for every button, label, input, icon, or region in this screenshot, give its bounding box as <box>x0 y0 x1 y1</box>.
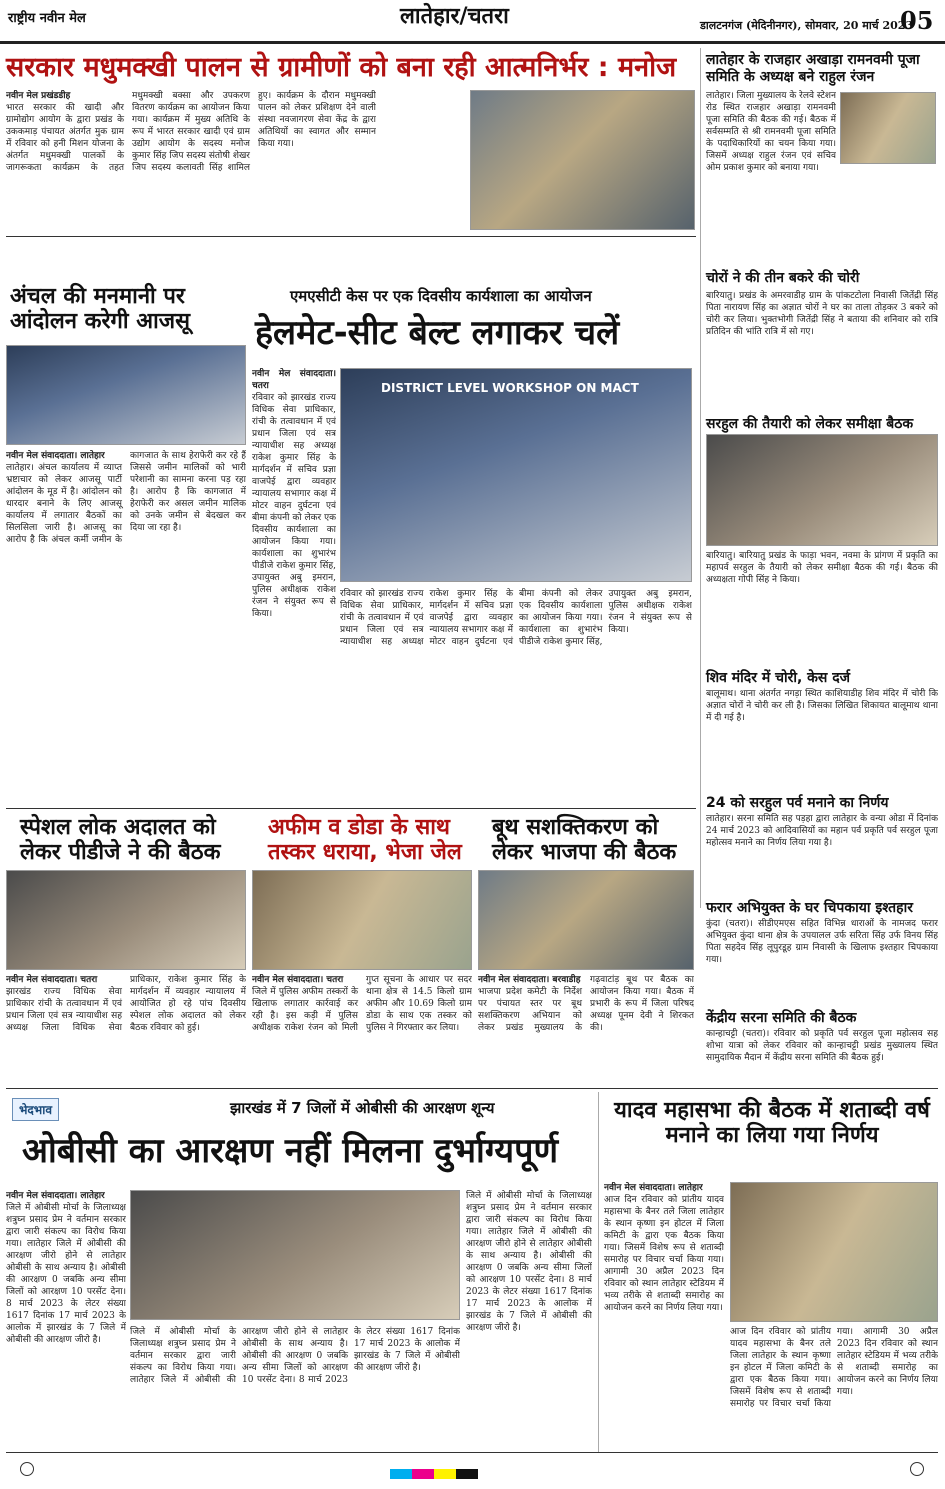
story1-headline: सरकार मधुमक्खी पालन से ग्रामीणों को बना रही आत्मनिर्भर : मनोज <box>6 52 677 83</box>
story7-body <box>6 1190 126 1445</box>
footer-rule <box>6 1452 938 1453</box>
story6-photo <box>478 870 694 970</box>
story2-photo <box>6 345 246 445</box>
page-number: 05 <box>900 6 934 35</box>
dateline: डालटनगंज (मेदिनीनगर), सोमवार, 20 मार्च 2023 <box>700 19 914 32</box>
story3-photo <box>340 368 692 582</box>
story6-body <box>478 974 694 1080</box>
color-bar <box>390 1464 478 1483</box>
cyan-swatch <box>390 1469 412 1479</box>
magenta-swatch <box>412 1469 434 1479</box>
story8-body <box>604 1182 724 1446</box>
story7-headline: ओबीसी का आरक्षण नहीं मिलना दुर्भाग्यपूर्ण <box>22 1131 559 1171</box>
sidebar-story1-body: लातेहार। जिला मुख्यालय के रेलवे स्टेशन रोड स्थित राजहार अखाड़ा रामनवमी पूजा समिति की बैठक की गई। बैठक में सर्वसम्मति से श्री रामनवमी पूजा समिति के पदाधिकारियों का चयन किया गया। जिसमें अध्यक्ष राहुल रंजन एवं सचिव ओम प्रकाश कुमार को बनाया गया। <box>706 91 836 173</box>
divider <box>598 1092 599 1452</box>
sidebar-story6-body: कुंदा (चतरा)। सीडीएमएस सहित विभिन्न धाराओं के नामजद फरार अभियुक्त कुंदा थाना क्षेत्र के उपयालल उर्फ सरिता सिंह उर्फ विनय सिंह पिता सहदेव सिंह लूपुरडूह ग्राम निवासी के खिलाफ इश्तहार चिपकाया गया। <box>706 919 938 965</box>
story4-byline: नवीन मेल संवाददाता। चतरा <box>6 975 98 985</box>
sidebar-story3-photo <box>706 434 938 546</box>
story8-text: आज दिन रविवार को प्रांतीय यादव महासभा के बैनर तले जिला लातेहार के स्थान कृष्णा इन होटल में जिला कमिटी के द्वारा एक बैठक किया गया। जिसमें विशेष रूप से शताब्दी समारोह पर विचार चर्चा किया गया। आगामी 30 अप्रैल 2023 दिन रविवार को स्थान लातेहार स्टेडियम में भव्य तरीके से शताब्दी समारोह का आयोजन करने का निर्णय लिया गया। <box>604 1195 724 1313</box>
story7-text: जिले में ओबीसी मोर्चा के जिलाध्यक्ष शत्रुघ्न प्रसाद प्रेम ने वर्तमान सरकार द्वारा जारी संकल्प का विरोध किया गया। लातेहार जिले में ओबीसी की आरक्षण जीरो होने से लातेहार ओबीसी के साथ अन्याय है। ओबीसी की आरक्षण 0 जबकि अन्य सीमा जिलों को आरक्षण 10 परसेंट देना। 8 मार्च 2023 के लेटर संख्या 1617 दिनांक 17 मार्च 2023 के आलोक में झारखंड के 7 जिले में ओबीसी की आरक्षण जीरो है। <box>6 1203 126 1345</box>
sidebar-story7-body: कान्हाचट्टी (चतरा)। रविवार को प्रकृति पर्व सरहुल पूजा महोत्सव सह शोभा यात्रा को लेकर रविवार को कान्हाचट्टी प्रखंड मुख्यालय स्थित सामुदायिक मैदान में केंद्रीय सरना समिति की बैठक हुई। <box>706 1029 938 1063</box>
story5-body <box>252 974 472 1080</box>
sidebar-story3-body: बारियातु। बारियातु प्रखंड के फाड़ा भवन, नवमा के प्रांगण में प्रकृति का महापर्व सरहुल के तैयारी को लेकर समीक्षा बैठक की गई। बैठक की अध्यक्षता गोपी सिंह ने किया। <box>706 551 938 585</box>
story5-photo <box>252 870 472 970</box>
sidebar-story4-title: शिव मंदिर में चोरी, केस दर्ज <box>706 670 851 686</box>
sidebar-story6-title: फरार अभियुक्त के घर चिपकाया इश्तहार <box>706 900 913 916</box>
story5-headline: अफीम व डोडा के साथ तस्कर धराया, भेजा जेल <box>268 815 462 866</box>
sidebar-story1-photo <box>840 92 936 164</box>
story6-byline: नवीन मेल संवाददाता। बरवाडीह <box>478 975 581 985</box>
sidebar-story5-body: लातेहार। सरना समिति सह पड़हा द्वारा लातेहार के वन्या ओडा में दिनांक 24 मार्च 2023 को आदिवासियों का महान पर्व प्रकृति पर्व सरहुल पूजा महोत्सव मनाने का निर्णय लिया गया है। <box>706 814 938 848</box>
sidebar-story2-body: बारियातु। प्रखंड के अमरवाडीह ग्राम के पांकटटोला निवासी जितेंद्री सिंह पिता नारायण सिंह का अज्ञात चोरों ने घर का ताला तोड़कर 3 बकरे को चोरी कर लिया। भुक्तभोगी जितेंद्री सिंह ने बताया की शनिवार को रात्रि प्रतिदिन की भांति रात्रि में सो गए। <box>706 291 938 337</box>
story7-byline: नवीन मेल संवाददाता। लातेहार <box>6 1191 105 1201</box>
story8-headline: यादव महासभा की बैठक में शताब्दी वर्ष मनाने का लिया गया निर्णय <box>614 1098 930 1149</box>
story4-photo <box>6 870 246 970</box>
section-title: लातेहार/चतरा <box>400 4 509 29</box>
story4-text: झारखंड राज्य विधिक सेवा प्राधिकार रांची के तत्वावधान में एवं प्रधान जिला एवं सत्र न्यायाधीश सह अध्यक्ष जिला विधिक सेवा प्राधिकार, राकेश कुमार सिंह के मार्गदर्शन में व्यवहार न्यायालय में आयोजित हो रहे पांच दिवसीय स्पेशल लोक अदालत को लेकर बैठक रविवार को हुई। <box>6 975 246 1033</box>
yellow-swatch <box>434 1469 456 1479</box>
masthead: राष्ट्रीय नवीन मेल <box>8 11 86 26</box>
story3-text: रविवार को झारखंड राज्य विधिक सेवा प्राधिकार, रांची के तत्वावधान में एवं प्रधान जिला एवं सत्र न्यायाधीश सह अध्यक्ष राकेश कुमार सिंह के मार्गदर्शन में सचिव प्रज्ञा वाजपेई द्वारा व्यवहार न्यायालय सभागार कक्ष में मोटर वाहन दुर्घटना एवं बीमा कंपनी को लेकर एक दिवसीय कार्यशाला का आयोजन किया गया। कार्यशाला का शुभारंभ पीडीजे राकेश कुमार सिंह, उपायुक्त अबु इमरान, पुलिस अधीक्षक राकेश रंजन ने संयुक्त रूप से किया। <box>252 393 336 619</box>
registration-mark <box>910 1462 924 1476</box>
divider <box>6 1088 938 1089</box>
story1-photo <box>470 90 695 230</box>
story3-byline: नवीन मेल संवाददाता। चतरा <box>252 369 336 391</box>
story5-byline: नवीन मेल संवाददाता। चतरा <box>252 975 344 985</box>
sidebar-story7-title: केंद्रीय सरना समिति की बैठक <box>706 1010 857 1026</box>
story4-headline: स्पेशल लोक अदालत को लेकर पीडीजे ने की बैठक <box>20 815 221 866</box>
story8-byline: नवीन मेल संवाददाता। लातेहार <box>604 1183 703 1193</box>
story2-byline: नवीन मेल संवाददाता। लातेहार <box>6 451 105 461</box>
sidebar-story5-title: 24 को सरहुल पर्व मनाने का निर्णय <box>706 795 889 811</box>
sidebar-divider <box>700 48 701 908</box>
story4-body <box>6 974 246 1080</box>
story6-text: भाजपा प्रदेश कमेटी के निर्देश पर पंचायत स्तर पर बूथ सशक्तिकरण अभियान को लेकर प्रखंड मुख्यालय के गढ़वाटांड़ बूथ पर बैठक का आयोजन किया गया। बैठक में प्रभारी के रूप में जिला परिषद अध्यक्ष पूनम देवी ने शिरकत की। <box>478 975 694 1033</box>
story7-body-right: जिले में ओबीसी मोर्चा के जिलाध्यक्ष शत्रुघ्न प्रसाद प्रेम ने वर्तमान सरकार द्वारा जारी संकल्प का विरोध किया गया। लातेहार जिले में ओबीसी की आरक्षण जीरो होने से लातेहार ओबीसी के साथ अन्याय है। ओबीसी की आरक्षण 0 जबकि अन्य सीमा जिलों को आरक्षण 10 परसेंट देना। 8 मार्च 2023 के लेटर संख्या 1617 दिनांक 17 मार्च 2023 के आलोक में झारखंड के 7 जिले में ओबीसी की आरक्षण जीरो है। <box>466 1191 592 1333</box>
story2-body <box>6 450 246 800</box>
story1-text: भारत सरकार की खादी और ग्रामोद्योग आयोग के द्वारा प्रखंड के उककमाड़ पंचायत अंतर्गत मुक ग्राम में रविवार को हनी मिशन योजना के अंतर्गत मधुमक्खी पालकों के जागरूकता कार्यक्रम के तहत मधुमक्खी बक्सा और उपकरण वितरण कार्यक्रम का आयोजन किया गया। कार्यक्रम में मुख्य अतिथि के रूप में भारत सरकार खादी एवं ग्राम उद्योग आयोग के सदस्य मनोज कुमार सिंह जिप सदस्य संतोषी शेखर जिप सदस्य कलावती सिंह शामिल हुए। कार्यक्रम के दौरान मधुमक्खी पालन को लेकर प्रशिक्षण देने वाली संस्था नवजागरण सेवा केंद्र के द्वारा अतिथियों का स्वागत और सम्मान किया गया। <box>6 91 376 173</box>
story7-photo <box>130 1190 460 1320</box>
sidebar-story2-title: चोरों ने की तीन बकरे की चोरी <box>706 270 860 286</box>
story2-headline: अंचल की मनमानी पर आंदोलन करेगी आजसू <box>10 284 190 335</box>
registration-mark <box>20 1462 34 1476</box>
story1-byline: नवीन मेल प्रखंडडीह <box>6 91 71 101</box>
story7-body-cont: जिले में ओबीसी मोर्चा के जिलाध्यक्ष शत्रुघ्न प्रसाद प्रेम ने वर्तमान सरकार द्वारा जारी संकल्प का विरोध किया गया। लातेहार जिले में ओबीसी की आरक्षण जीरो होने से लातेहार ओबीसी के साथ अन्याय है। ओबीसी की आरक्षण 0 जबकि अन्य सीमा जिलों को आरक्षण 10 परसेंट देना। 8 मार्च 2023 के लेटर संख्या 1617 दिनांक 17 मार्च 2023 के आलोक में झारखंड के 7 जिले में ओबीसी की आरक्षण जीरो है। <box>130 1327 460 1385</box>
story5-text: जिले में पुलिस अफीम तस्करों के खिलाफ लगातार कार्रवाई कर रही है। इस कड़ी में पुलिस अधीक्षक राकेश रंजन को मिली गुप्त सूचना के आधार पर सदर थाना क्षेत्र से 14.5 किलो ग्राम अफीम और 10.69 किलो ग्राम डोडा के साथ एक तस्कर को पुलिस ने गिरफ्तार कर लिया। <box>252 975 472 1033</box>
story3-kicker: एमएसीटी केस पर एक दिवसीय कार्यशाला का आयोजन <box>290 287 592 305</box>
story3-headline: हेलमेट-सीट बेल्ट लगाकर चलें <box>255 313 620 353</box>
divider <box>6 808 696 809</box>
story7-kicker: झारखंड में 7 जिलों में ओबीसी की आरक्षण शून्य <box>230 1099 495 1117</box>
workshop-banner: DISTRICT LEVEL WORKSHOP ON MACT <box>381 381 639 395</box>
story6-headline: बूथ सशक्तिकरण को लेकर भाजपा की बैठक <box>492 815 677 866</box>
story7-tag: भेदभाव <box>12 1098 59 1121</box>
story3-body <box>252 368 336 798</box>
story2-text: लातेहार। अंचल कार्यालय में व्याप्त भ्रष्टाचार को लेकर आजसू पार्टी आंदोलन के मूड में है। आंदोलन को धारदार बनाने के लिए आजसू कार्यालय में लगातार बैठकों का सिलसिला जारी है। आजसू का आरोप है कि अंचल कर्मी जमीन के कागजात के साथ हेराफेरी कर रहे हैं जिससे जमीन मालिकों को भारी परेशानी का सामना करना पड़ रहा है। आरोप है कि कागजात में हेराफेरी कर असल जमीन मालिक को उनके जमीन से बेदखल कर दिया जा रहा है। <box>6 451 246 545</box>
divider <box>6 236 696 237</box>
story8-photo <box>730 1182 938 1322</box>
black-swatch <box>456 1469 478 1479</box>
sidebar-story4-body: बालूमाथ। थाना अंतर्गत नगड़ा स्थित काशियाडीह शिव मंदिर में चोरी कि अज्ञात चोरों ने चोरी कर ली है। जिसका लिखित शिकायत बालूमाथ थाना में दी गई है। <box>706 689 938 723</box>
sidebar-story3-title: सरहुल की तैयारी को लेकर समीक्षा बैठक <box>706 416 914 432</box>
sidebar-story1-title: लातेहार के राजहार अखाड़ा रामनवमी पूजा समिति के अध्यक्ष बने राहुल रंजन <box>706 52 920 85</box>
story3-body-cont: रविवार को झारखंड राज्य विधिक सेवा प्राधिकार, रांची के तत्वावधान में एवं प्रधान जिला एवं सत्र न्यायाधीश सह अध्यक्ष राकेश कुमार सिंह के मार्गदर्शन में सचिव प्रज्ञा वाजपेई द्वारा व्यवहार न्यायालय सभागार कक्ष में मोटर वाहन दुर्घटना एवं बीमा कंपनी को लेकर एक दिवसीय कार्यशाला का आयोजन किया गया। कार्यशाला का शुभारंभ पीडीजे राकेश कुमार सिंह, उपायुक्त अबु इमरान, पुलिस अधीक्षक राकेश रंजन ने संयुक्त रूप से किया। <box>340 589 692 647</box>
story8-body-cont: आज दिन रविवार को प्रांतीय यादव महासभा के बैनर तले जिला लातेहार के स्थान कृष्णा इन होटल में जिला कमिटी के द्वारा एक बैठक किया गया। जिसमें विशेष रूप से शताब्दी समारोह पर विचार चर्चा किया गया। आगामी 30 अप्रैल 2023 दिन रविवार को स्थान लातेहार स्टेडियम में भव्य तरीके से शताब्दी समारोह का आयोजन करने का निर्णय लिया गया। <box>730 1327 938 1409</box>
story1-body <box>6 90 376 230</box>
